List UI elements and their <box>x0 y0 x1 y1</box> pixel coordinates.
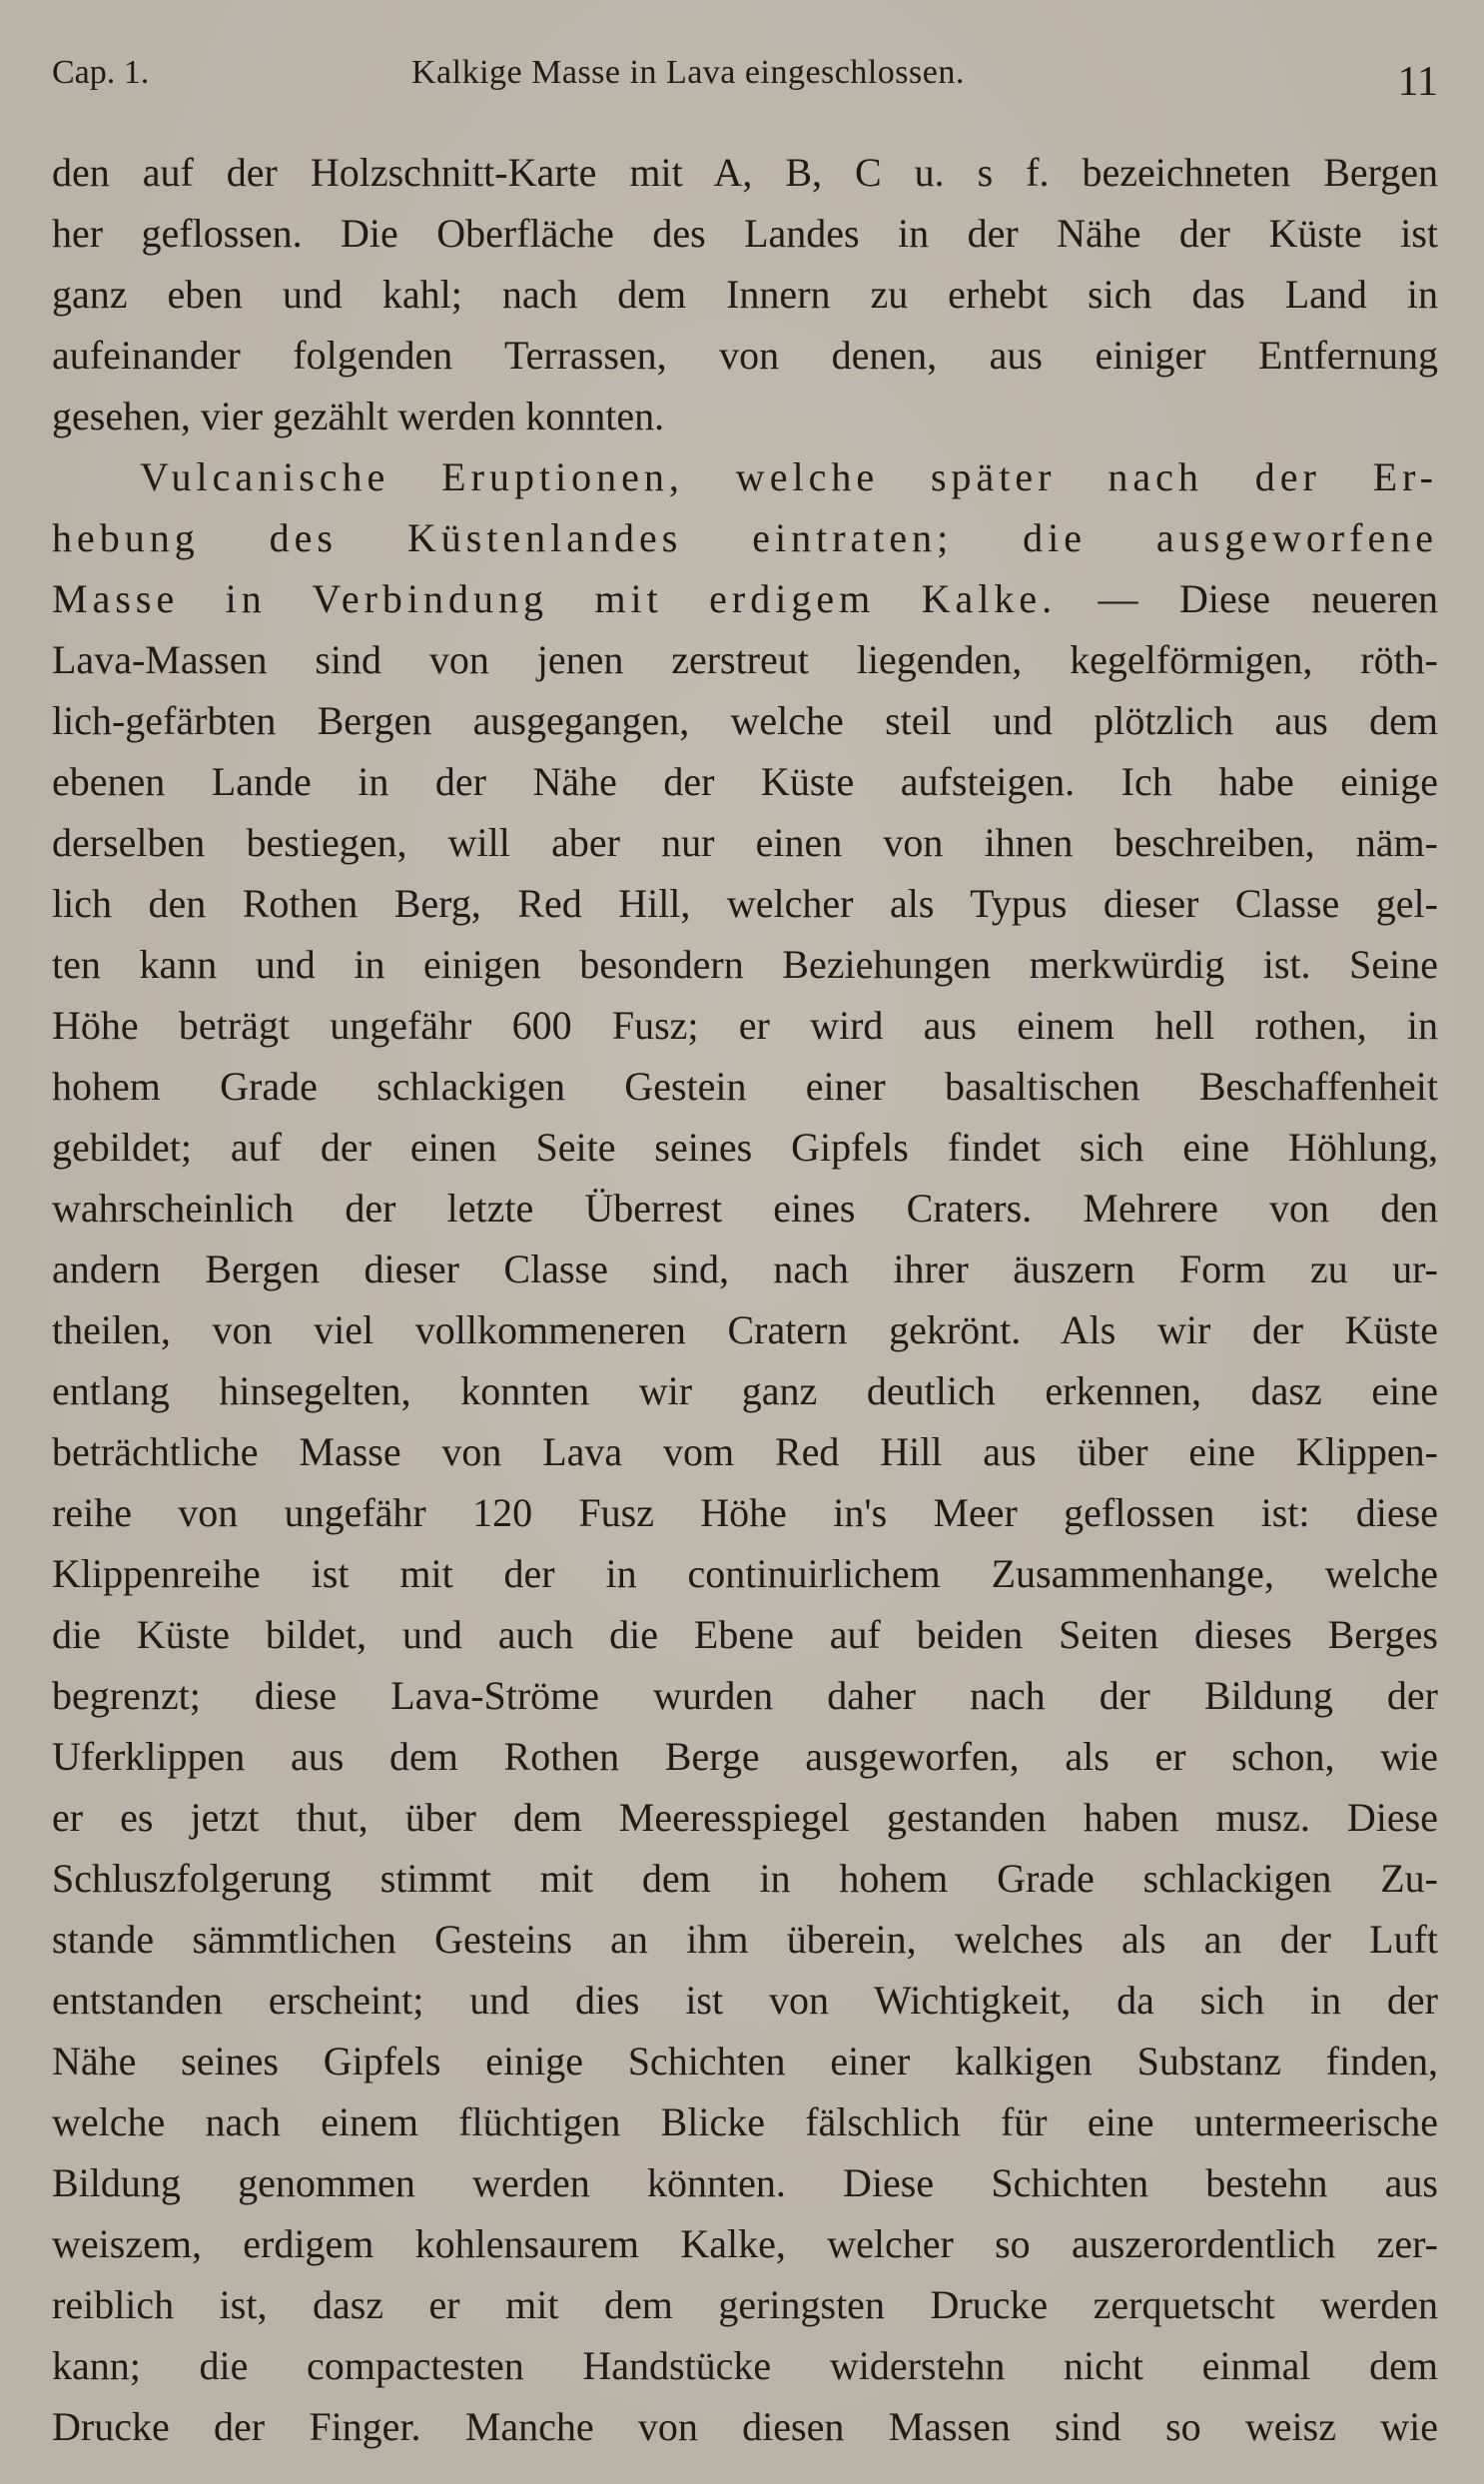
text-line: ten kann und in einigen besondern Beziehungen merkwürdig ist. Seine <box>52 942 1438 987</box>
running-title: Kalkige Masse in Lava eingeschlossen. <box>411 54 965 91</box>
chapter-label: Cap. 1. <box>52 54 150 91</box>
text-line: her geflossen. Die Oberfläche des Landes in der Nähe der Küste ist <box>52 211 1438 256</box>
text-line-continuation: — Diese neueren <box>1057 576 1438 621</box>
text-line: gesehen, vier gezählt werden konnten. <box>52 394 665 438</box>
text-line: beträchtliche Masse von Lava vom Red Hill aus über eine Klippen- <box>52 1429 1438 1474</box>
text-line: aufeinander folgenden Terrassen, von denen, aus einiger Entfernung <box>52 333 1438 378</box>
section-heading-line: hebung des Küstenlandes eintraten; die ausgeworfene <box>52 515 1438 560</box>
section-heading-end: Masse in Verbindung mit erdigem Kalke. <box>52 576 1058 621</box>
section-heading-line: Vulcanische Eruptionen, welche später nach der Er- <box>140 454 1438 499</box>
text-line: gebildet; auf der einen Seite seines Gipfels findet sich eine Höhlung, <box>52 1125 1438 1170</box>
text-line: Klippenreihe ist mit der in continuirlichem Zusammenhange, welche <box>52 1551 1438 1596</box>
text-line: er es jetzt thut, über dem Meeresspiegel gestanden haben musz. Diese <box>52 1795 1438 1840</box>
text-line: weiszem, erdigem kohlensaurem Kalke, welcher so auszerordentlich zer- <box>52 2221 1438 2266</box>
text-line: Lava-Massen sind von jenen zerstreut liegenden, kegelförmigen, röth- <box>52 637 1438 682</box>
text-line: entstanden erscheint; und dies ist von Wichtigkeit, da sich in der <box>52 1978 1438 2023</box>
text-line: theilen, von viel vollkommeneren Cratern gekrönt. Als wir der Küste <box>52 1307 1438 1352</box>
text-line: Bildung genommen werden könnten. Diese Schichten bestehn aus <box>52 2160 1438 2205</box>
text-line: entlang hinsegelten, konnten wir ganz deutlich erkennen, dasz eine <box>52 1368 1438 1413</box>
text-line: ebenen Lande in der Nähe der Küste aufsteigen. Ich habe einige <box>52 759 1438 804</box>
text-line: reihe von ungefähr 120 Fusz Höhe in's Meer geflossen ist: diese <box>52 1490 1438 1535</box>
text-line: ganz eben und kahl; nach dem Innern zu erhebt sich das Land in <box>52 272 1438 317</box>
text-line: reiblich ist, dasz er mit dem geringsten Drucke zerquetscht werden <box>52 2282 1438 2327</box>
text-line: begrenzt; diese Lava-Ströme wurden daher nach der Bildung der <box>52 1673 1438 1718</box>
text-line: kann; die compactesten Handstücke widerstehn nicht einmal dem <box>52 2343 1438 2388</box>
text-line: Schluszfolgerung stimmt mit dem in hohem Grade schlackigen Zu- <box>52 1856 1438 1901</box>
text-line: stande sämmtlichen Gesteins an ihm überein, welches als an der Luft <box>52 1917 1438 1962</box>
page-header <box>52 48 1438 108</box>
body-text <box>52 142 1438 2457</box>
text-line: den auf der Holzschnitt-Karte mit A, B, C u. s f. bezeichneten Bergen <box>52 150 1438 195</box>
text-line: welche nach einem flüchtigen Blicke fälschlich für eine untermeerische <box>52 2099 1438 2144</box>
section-heading-line <box>52 568 1438 629</box>
text-line: hohem Grade schlackigen Gestein einer basaltischen Beschaffenheit <box>52 1064 1438 1109</box>
text-line: lich den Rothen Berg, Red Hill, welcher als Typus dieser Classe gel- <box>52 881 1438 926</box>
text-line: Uferklippen aus dem Rothen Berge ausgeworfen, als er schon, wie <box>52 1734 1438 1779</box>
text-line: Drucke der Finger. Manche von diesen Massen sind so weisz wie <box>52 2404 1438 2449</box>
text-line: die Küste bildet, und auch die Ebene auf beiden Seiten dieses Berges <box>52 1612 1438 1657</box>
text-line: andern Bergen dieser Classe sind, nach ihrer äuszern Form zu ur- <box>52 1246 1438 1291</box>
page-number: 11 <box>1397 59 1438 105</box>
text-line: wahrscheinlich der letzte Überrest eines Craters. Mehrere von den <box>52 1186 1438 1231</box>
text-line: lich-gefärbten Bergen ausgegangen, welche steil und plötzlich aus dem <box>52 698 1438 743</box>
text-line: Höhe beträgt ungefähr 600 Fusz; er wird aus einem hell rothen, in <box>52 1003 1438 1048</box>
text-line: derselben bestiegen, will aber nur einen von ihnen beschreiben, näm- <box>52 820 1438 865</box>
text-line: Nähe seines Gipfels einige Schichten einer kalkigen Substanz finden, <box>52 2039 1438 2083</box>
